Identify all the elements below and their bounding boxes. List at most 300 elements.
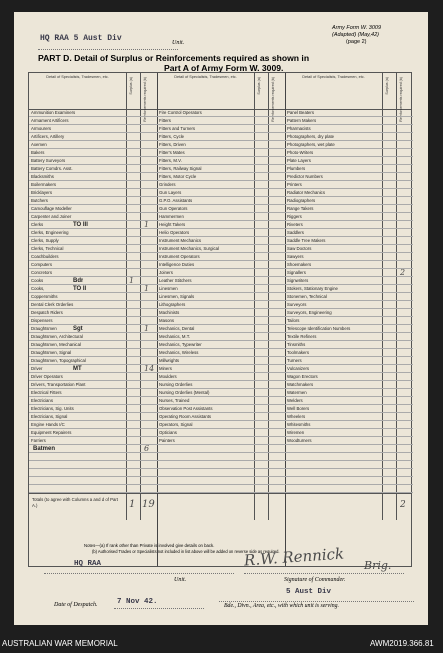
trade-label: Photo-Writers — [287, 150, 314, 155]
trade-label: Armourers — [31, 126, 52, 131]
surplus-value: 1 — [129, 277, 135, 285]
table-row — [29, 405, 157, 413]
table-row — [157, 157, 285, 165]
table-row — [29, 325, 157, 333]
trade-label: Axemen — [31, 142, 47, 147]
trade-label: Height Takers — [159, 222, 186, 227]
trade-label: Photographers, wet plate — [287, 142, 335, 147]
table-row — [29, 389, 157, 397]
trade-label: Wheelers — [287, 414, 306, 419]
unit-typed-top: HQ RAA 5 Aust Div — [40, 34, 122, 43]
table-row — [285, 437, 413, 445]
trade-label: Telescope Identification Numbers — [287, 326, 351, 331]
table-row — [157, 229, 285, 237]
totals-divider — [29, 493, 411, 494]
table-row — [157, 357, 285, 365]
table-row — [29, 125, 157, 133]
trade-label: Mechanics, Typewriter — [159, 342, 202, 347]
table-row — [157, 141, 285, 149]
trade-label: Signwriters — [287, 278, 309, 283]
table-row — [29, 349, 157, 357]
trade-label: Camouflage Modeller — [31, 206, 72, 211]
unit-label-top: Unit. — [172, 40, 185, 46]
table-row — [285, 165, 413, 173]
part-d-title-line1: PART D. Detail of Surplus or Reinforcements required as shown in — [38, 53, 310, 63]
trade-label: Draughtsmen, Topographical — [31, 358, 86, 363]
table-row — [157, 325, 285, 333]
trade-label: Despatch Riders — [31, 310, 63, 315]
table-row — [29, 285, 157, 293]
despatch-label: Date of Despatch. — [54, 602, 98, 608]
part-d-title-line2: Part A of Army Form W. 3009. — [164, 63, 284, 73]
trade-label: Turners — [287, 358, 302, 363]
reinforcements-header: Reinforcements required (b) — [143, 77, 147, 122]
table-row — [157, 213, 285, 221]
table-row — [29, 437, 157, 445]
table-row — [285, 413, 413, 421]
note-b: (b) Authorised Trades or Specialists not included in list above will be added on reverse side as required. — [92, 549, 280, 554]
trade-label: Blacksmiths — [31, 174, 54, 179]
trade-label: Battery Surveyors — [31, 158, 66, 163]
table-row — [285, 365, 413, 373]
detail-header: Detail of Specialists, Tradesmen, etc. — [302, 75, 365, 79]
table-row — [285, 245, 413, 253]
table-row — [157, 205, 285, 213]
trade-label: Dispensers — [31, 318, 53, 323]
trade-label: Drivers, Transportation Plant — [31, 382, 86, 387]
reinforcement-value: 2 — [400, 269, 406, 277]
trade-label — [287, 461, 381, 469]
table-row — [29, 477, 157, 485]
typed-entry: TO III — [73, 222, 88, 228]
table-row — [285, 293, 413, 301]
trade-label: Electricians, Signal — [31, 414, 68, 419]
trade-label: Photographers, dry plate — [287, 134, 335, 139]
trade-label — [159, 453, 253, 461]
trade-label: Clerks, Engineering — [31, 230, 69, 235]
trade-label: Miners — [159, 366, 172, 371]
table-row — [29, 197, 157, 205]
trade-label: Textile Refiners — [287, 334, 317, 339]
trade-label: Computers — [31, 262, 53, 267]
trade-label: Saw Doctors — [287, 246, 312, 251]
table-row — [285, 325, 413, 333]
table-row — [285, 181, 413, 189]
table-row — [29, 165, 157, 173]
trade-label: Painters — [159, 438, 175, 443]
table-row — [157, 261, 285, 269]
trade-label: Electricians, Sig. Units — [31, 406, 74, 411]
trade-label: Bakers — [31, 150, 45, 155]
trade-label: Helio Operators — [159, 230, 190, 235]
surplus-header: Surplus (a) — [129, 77, 133, 95]
typed-entry: MT — [73, 366, 82, 372]
table-row — [157, 421, 285, 429]
trade-label: Linesmen, Signals — [159, 294, 195, 299]
table-row — [29, 141, 157, 149]
trade-label — [31, 453, 125, 461]
trade-label: Driver Operators — [31, 374, 63, 379]
table-row — [157, 477, 285, 485]
table-row — [29, 173, 157, 181]
table-row — [29, 373, 157, 381]
trade-label: Whitesmiths — [287, 422, 311, 427]
table-row — [157, 237, 285, 245]
table-row — [157, 469, 285, 477]
table-row — [285, 149, 413, 157]
table-row — [285, 341, 413, 349]
form-number: Army Form W. 3009 — [332, 25, 381, 31]
trade-label: Coachbuilders — [31, 254, 59, 259]
table-row — [29, 469, 157, 477]
total-reinforcements: 19 — [142, 499, 155, 510]
table-row — [285, 117, 413, 125]
trade-label — [31, 469, 125, 477]
trade-label: Linesmen — [159, 286, 178, 291]
table-row — [285, 317, 413, 325]
footer-unit-typed: HQ RAA — [74, 560, 102, 568]
table-row — [29, 429, 157, 437]
trade-label: Carpenter and Joiner — [31, 214, 72, 219]
reinforcement-value: 1 — [144, 221, 150, 229]
trade-label: Range Takers — [287, 206, 314, 211]
trade-label — [31, 485, 125, 493]
table-row — [285, 357, 413, 365]
brigade-line — [219, 601, 414, 602]
trade-label: Artificers, Artillery — [31, 134, 65, 139]
trade-label: Draughtsmen, Mechanical — [31, 342, 81, 347]
table-row — [285, 109, 413, 117]
trade-label: Sawyers — [287, 254, 304, 259]
table-row — [285, 373, 413, 381]
detail-header: Detail of Specialists, Tradesmen, etc. — [174, 75, 237, 79]
table-row — [29, 301, 157, 309]
table-row — [285, 133, 413, 141]
trade-label: Toolmakers — [287, 350, 309, 355]
table-row — [157, 349, 285, 357]
commander-rank: Brig. — [364, 559, 392, 572]
table-row — [157, 189, 285, 197]
reinforcement-value: 1 — [144, 325, 150, 333]
trade-label: Pharmacists — [287, 126, 311, 131]
trade-label: Radiographers — [287, 198, 316, 203]
trade-label: Machinists — [159, 310, 180, 315]
trade-label: Electrical Fitters — [31, 390, 62, 395]
trade-label: Battery Comdrs. Asst. — [31, 166, 73, 171]
typed-entry: TO II — [73, 286, 87, 292]
table-row — [29, 229, 157, 237]
reinforcement-value: 14 — [144, 365, 155, 373]
table-row — [285, 253, 413, 261]
trade-label — [287, 485, 381, 493]
trade-label: Joiners — [159, 270, 173, 275]
table-row — [285, 397, 413, 405]
table-row — [29, 117, 157, 125]
table-row — [157, 365, 285, 373]
table-row — [29, 309, 157, 317]
table-row — [285, 461, 413, 469]
trade-label: Coppersmiths — [31, 294, 58, 299]
reinforcements-header: Reinforcements required (b) — [399, 77, 403, 122]
commander-signature: R.W. Rennick — [243, 544, 345, 570]
trade-label: Nursing Orderlies (Mental) — [159, 390, 210, 395]
table-row — [285, 157, 413, 165]
table-row — [29, 221, 157, 229]
trade-label: Surveyors, Engineering — [287, 310, 332, 315]
table-row — [285, 333, 413, 341]
trade-label — [287, 445, 381, 453]
trade-label: Fitter's Mates — [159, 150, 185, 155]
table-row — [29, 461, 157, 469]
trade-label: Saddlers — [287, 230, 304, 235]
table-row — [29, 253, 157, 261]
trade-label: Instrument Mechanics, Surgical — [159, 246, 219, 251]
table-row — [285, 301, 413, 309]
table-row — [157, 221, 285, 229]
trade-label: Fitters and Turners — [159, 126, 196, 131]
brigade-label: Bde., Divn., Area, etc., with which unit is serving. — [224, 603, 339, 609]
table-row — [285, 189, 413, 197]
trade-label: Tailors — [287, 318, 300, 323]
table-row — [285, 477, 413, 485]
trade-label: Electricians — [31, 398, 53, 403]
trade-label: Wiremen — [287, 430, 305, 435]
trade-label: Armament Artificers — [31, 118, 69, 123]
table-row — [157, 285, 285, 293]
table-row — [157, 117, 285, 125]
table-row — [157, 125, 285, 133]
table-row — [285, 237, 413, 245]
table-row — [157, 405, 285, 413]
trade-label — [159, 469, 253, 477]
trade-label — [159, 461, 253, 469]
trade-label: Signallers — [287, 270, 306, 275]
totals-label: Totals (to agree with Columns a and d of Part A.) — [32, 497, 118, 508]
table-row — [285, 285, 413, 293]
table-row — [285, 381, 413, 389]
table-row — [285, 469, 413, 477]
table-row — [29, 245, 157, 253]
trade-label: Nursing Orderlies — [159, 382, 193, 387]
table-row — [157, 413, 285, 421]
despatch-date: 7 Nov 42. — [117, 598, 158, 606]
detail-header: Detail of Specialists, Tradesmen, etc. — [46, 75, 109, 79]
trade-label: Driver — [31, 366, 43, 371]
table-row — [29, 213, 157, 221]
table-row — [157, 317, 285, 325]
trade-label: Radiator Mechanics — [287, 190, 325, 195]
table-row — [29, 277, 157, 285]
signature-line — [244, 573, 404, 574]
table-row — [285, 453, 413, 461]
table-row — [157, 245, 285, 253]
table-row — [157, 341, 285, 349]
trade-label: Predictor Numbers — [287, 174, 323, 179]
table-row — [29, 293, 157, 301]
table-row — [29, 317, 157, 325]
reinforcement-value: 1 — [144, 285, 150, 293]
table-row — [157, 165, 285, 173]
typed-entry: Bdr — [73, 278, 84, 284]
trade-label — [159, 477, 253, 485]
table-row — [29, 181, 157, 189]
trade-label: Woodturners — [287, 438, 312, 443]
trade-label — [287, 453, 381, 461]
table-row — [29, 445, 157, 453]
trade-label: Clerks — [31, 222, 44, 227]
trade-label: Clerks, Supply — [31, 238, 59, 243]
table-row — [157, 309, 285, 317]
table-row — [29, 341, 157, 349]
table-row — [157, 269, 285, 277]
table-row — [29, 485, 157, 493]
trade-label: Fitters, Driven — [159, 142, 186, 147]
table-row — [157, 453, 285, 461]
table-row — [157, 437, 285, 445]
trade-label: Riggers — [287, 214, 302, 219]
trade-label: Fitters, Motor Cycle — [159, 174, 197, 179]
table-row — [285, 389, 413, 397]
trade-label: Mechanics, Dental — [159, 326, 195, 331]
form-page: (page 2) — [346, 39, 367, 45]
trade-label: Instrument Operators — [159, 254, 200, 259]
table-row — [157, 253, 285, 261]
surplus-header: Surplus (a) — [257, 77, 261, 95]
trade-label — [287, 469, 381, 477]
trade-label: Riveters — [287, 222, 303, 227]
trade-label: Concretors — [31, 270, 53, 275]
trade-label: Intelligence Duties — [159, 262, 195, 267]
trade-label: Surveyors — [287, 302, 307, 307]
trade-label — [31, 461, 125, 469]
table-row — [29, 453, 157, 461]
trade-label: Fire Control Operators — [159, 110, 202, 115]
typed-entry: Batmen — [33, 446, 56, 452]
trade-label: Tinsmiths — [287, 342, 306, 347]
form-sheet — [14, 12, 428, 625]
trade-label: Gun Operators — [159, 206, 188, 211]
trade-label: Stokers, Stationary Engine — [287, 286, 338, 291]
trade-label: Well Borers — [287, 406, 310, 411]
table-row — [285, 221, 413, 229]
trade-label: Farriers — [31, 438, 46, 443]
trade-label: Shoemakers — [287, 262, 312, 267]
trade-label: Cooks, — [31, 286, 45, 291]
trade-label: Opticians — [159, 430, 177, 435]
caption-left: AUSTRALIAN WAR MEMORIAL — [2, 639, 118, 648]
trade-label: Lithographers — [159, 302, 186, 307]
footer-unit-label: Unit. — [174, 577, 187, 583]
table-row — [285, 309, 413, 317]
trade-label: Fitters — [159, 118, 171, 123]
trade-label: Moulders — [159, 374, 177, 379]
table-row — [157, 485, 285, 493]
trade-label: Millwrights — [159, 358, 180, 363]
typed-entry: Sgt — [73, 326, 83, 332]
trade-label: Watermen — [287, 390, 307, 395]
footer-unit-line — [44, 573, 234, 574]
trade-label: Nurses, Trained — [159, 398, 190, 403]
trade-label: Leather Stitchers — [159, 278, 192, 283]
trade-label: Panel Beaters — [287, 110, 314, 115]
table-row — [285, 485, 413, 493]
table-row — [157, 277, 285, 285]
table-row — [29, 109, 157, 117]
table-row — [29, 237, 157, 245]
table-row — [157, 181, 285, 189]
table-row — [157, 133, 285, 141]
table-row — [157, 109, 285, 117]
table-row — [285, 141, 413, 149]
trade-label — [31, 477, 125, 485]
table-row — [157, 197, 285, 205]
trade-label: Printers — [287, 182, 302, 187]
trade-label: Watchmakers — [287, 382, 314, 387]
table-row — [29, 157, 157, 165]
trade-label: Observation Post Assistants — [159, 406, 213, 411]
table-row — [29, 333, 157, 341]
table-row — [285, 405, 413, 413]
table-row — [29, 397, 157, 405]
trade-label — [287, 477, 381, 485]
surplus-header: Surplus (a) — [385, 77, 389, 95]
trade-label: Fitters, Cycle — [159, 134, 185, 139]
table-row — [157, 389, 285, 397]
trade-label: Equipment Repairers — [31, 430, 72, 435]
trade-label: Grinders — [159, 182, 176, 187]
table-row — [285, 205, 413, 213]
trade-label: Vulcanizers — [287, 366, 310, 371]
table-row — [29, 149, 157, 157]
table-row — [157, 301, 285, 309]
trade-label: Instrument Mechanics — [159, 238, 202, 243]
trade-label: Wagon Erectors — [287, 374, 318, 379]
trade-label: Mechanics, Wireless — [159, 350, 199, 355]
table-row — [285, 429, 413, 437]
table-row — [157, 373, 285, 381]
table-row — [157, 293, 285, 301]
trade-label: Boilermakers — [31, 182, 57, 187]
trade-label: Ammunition Examiners — [31, 110, 76, 115]
table-row — [285, 445, 413, 453]
table-row — [285, 229, 413, 237]
trade-label: G.P.O. Assistants — [159, 198, 193, 203]
trade-label: Operating Room Assistants — [159, 414, 212, 419]
despatch-line — [114, 608, 204, 609]
trade-label: Plate Layers — [287, 158, 311, 163]
unit-line-top — [38, 49, 178, 50]
trade-label: Cooks — [31, 278, 44, 283]
table-row — [157, 397, 285, 405]
trade-label: Mechanics, M.T. — [159, 334, 191, 339]
trade-label: Draughtsmen, Architectural — [31, 334, 83, 339]
table-row — [29, 357, 157, 365]
table-row — [29, 421, 157, 429]
table-row — [285, 173, 413, 181]
trade-label: Hammermen — [159, 214, 184, 219]
form-adapted: (Adapted) (May,42) — [332, 32, 379, 38]
table-row — [157, 445, 285, 453]
table-row — [29, 365, 157, 373]
trade-label: Clerks, Technical — [31, 246, 64, 251]
reinforcements-header: Reinforcements required (b) — [271, 77, 275, 122]
trade-label: Gun Layers — [159, 190, 182, 195]
brigade-division-typed: 5 Aust Div — [286, 588, 332, 596]
reinforcement-value: 6 — [144, 445, 150, 453]
table-row — [285, 197, 413, 205]
trade-label: Stonemen, Technical — [287, 294, 327, 299]
table-row — [29, 381, 157, 389]
